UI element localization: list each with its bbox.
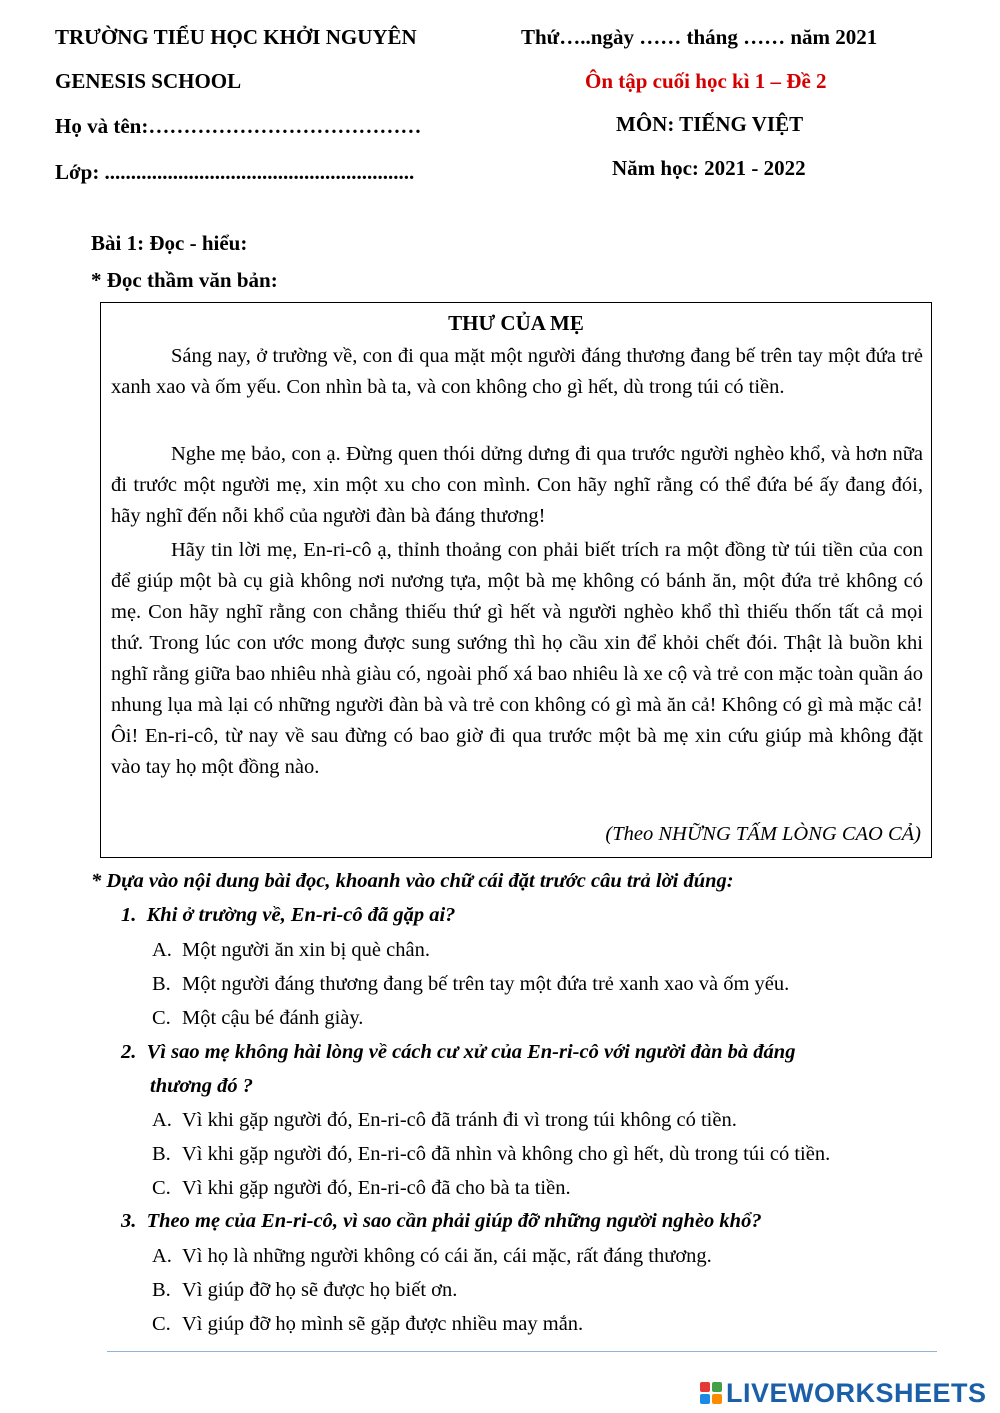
icon-square-orange <box>712 1394 722 1404</box>
question-1-option-a[interactable] <box>152 939 430 962</box>
passage-box <box>100 302 932 858</box>
question-number: 1. <box>121 904 137 926</box>
date-line: Thứ…..ngày …… tháng …… năm 2021 <box>521 25 878 49</box>
option-text: Vì khi gặp người đó, En-ri-cô đã nhìn và không cho gì hết, dù trong túi có tiền. <box>182 1143 831 1165</box>
question-1-option-b[interactable] <box>152 973 789 996</box>
instruction: * Dựa vào nội dung bài đọc, khoanh vào chữ cái đặt trước câu trả lời đúng: <box>91 870 734 892</box>
question-3 <box>121 1210 762 1233</box>
question-1-option-c[interactable] <box>152 1007 363 1030</box>
question-2 <box>121 1041 795 1064</box>
school-name: TRƯỜNG TIỂU HỌC KHỞI NGUYÊN <box>55 25 417 49</box>
review-title: Ôn tập cuối học kì 1 – Đề 2 <box>585 69 827 93</box>
passage-paragraph-1: Sáng nay, ở trường về, con đi qua mặt một người đáng thương đang bế trên tay một đứa trẻ xanh xao và ốm yếu. Con nhìn bà ta, và con không cho gì hết, dù trong túi có tiền. <box>111 345 923 398</box>
option-text: Vì giúp đỡ họ sẽ được họ biết ơn. <box>182 1279 458 1301</box>
option-letter: A. <box>152 1245 172 1267</box>
footer-divider <box>107 1351 937 1352</box>
question-text: Khi ở trường về, En-ri-cô đã gặp ai? <box>146 904 456 926</box>
school-name-english: GENESIS SCHOOL <box>55 69 242 93</box>
school-year: Năm học: 2021 - 2022 <box>612 156 806 180</box>
section-subtitle: * Đọc thầm văn bản: <box>91 268 278 292</box>
option-text: Một người đáng thương đang bế trên tay một đứa trẻ xanh xao và ốm yếu. <box>182 973 790 995</box>
passage-source: (Theo NHỮNG TẤM LÒNG CAO CẢ) <box>605 823 921 845</box>
liveworksheets-grid-icon <box>700 1382 722 1404</box>
question-number: 2. <box>121 1041 137 1063</box>
section-title: Bài 1: Đọc - hiểu: <box>91 231 248 255</box>
passage-title: THƯ CỦA MẸ <box>448 311 584 335</box>
icon-square-green <box>712 1382 722 1392</box>
option-text: Một người ăn xin bị què chân. <box>182 939 430 961</box>
question-text-line-1: Vì sao mẹ không hài lòng về cách cư xử của En-ri-cô với người đàn bà đáng <box>146 1041 796 1063</box>
logo-text: LIVEWORKSHEETS <box>726 1377 987 1408</box>
subject-title: MÔN: TIẾNG VIỆT <box>616 112 804 136</box>
question-1 <box>121 904 455 927</box>
option-letter: C. <box>152 1177 171 1199</box>
option-letter: A. <box>152 1109 172 1131</box>
student-name-line: Họ và tên:………………………………… <box>55 114 422 138</box>
option-text: Vì khi gặp người đó, En-ri-cô đã tránh đi vì trong túi không có tiền. <box>182 1109 737 1131</box>
option-letter: B. <box>152 1279 171 1301</box>
option-text: Vì họ là những người không có cái ăn, cái mặc, rất đáng thương. <box>182 1245 712 1267</box>
icon-square-red <box>700 1382 710 1392</box>
option-letter: B. <box>152 973 171 995</box>
question-3-option-a[interactable] <box>152 1245 712 1268</box>
option-text: Vì giúp đỡ họ mình sẽ gặp được nhiều may mắn. <box>182 1313 584 1335</box>
question-3-option-c[interactable] <box>152 1313 583 1336</box>
question-2-option-c[interactable] <box>152 1177 571 1200</box>
class-line: Lớp: ........................................................... <box>55 160 415 184</box>
option-text: Vì khi gặp người đó, En-ri-cô đã cho bà ta tiền. <box>182 1177 571 1199</box>
liveworksheets-logo[interactable] <box>700 1378 987 1408</box>
question-2-option-a[interactable] <box>152 1109 737 1132</box>
option-letter: C. <box>152 1313 171 1335</box>
icon-square-blue <box>700 1394 710 1404</box>
question-number: 3. <box>121 1210 137 1232</box>
question-2-option-b[interactable] <box>152 1143 830 1166</box>
option-letter: A. <box>152 939 172 961</box>
question-3-option-b[interactable] <box>152 1279 457 1302</box>
option-letter: C. <box>152 1007 171 1029</box>
option-letter: B. <box>152 1143 171 1165</box>
passage-paragraph-2: Nghe mẹ bảo, con ạ. Đừng quen thói dửng dưng đi qua trước người nghèo khổ, và hơn nữa đi trước một người mẹ, xin một xu cho con mình. Con hãy nghĩ rằng có thể đứa bé ấy đang đói, hãy nghĩ đến nỗi khổ của người đàn bà đáng thương! <box>111 443 923 527</box>
option-text: Một cậu bé đánh giày. <box>182 1007 364 1029</box>
question-text-line-2: thương đó ? <box>150 1075 254 1097</box>
question-text: Theo mẹ của En-ri-cô, vì sao cần phải giúp đỡ những người nghèo khổ? <box>146 1210 762 1232</box>
passage-paragraph-3: Hãy tin lời mẹ, En-ri-cô ạ, thỉnh thoảng con phải biết trích ra một đồng từ túi tiền của con để giúp một bà cụ già không nơi nương tựa, một bà mẹ không có bánh ăn, một đứa trẻ không có mẹ. Con hãy nghĩ rằng con chẳng thiếu thứ gì hết và người nghèo khổ thì thiếu thốn tất cả mọi thứ. Trong lúc con ước mong được sung sướng thì họ cầu xin để khỏi chết đói. Thật là buồn khi nghĩ rằng giữa bao nhiêu nhà giàu có, ngoài phố xá bao nhiêu là xe cộ và trẻ con mặc toàn quần áo nhung lụa mà lại có những người đàn bà và trẻ con không có gì mà ăn cả! Không có gì mà mặc cả! Ôi! En-ri-cô, từ nay về sau đừng có bao giờ đi qua trước một bà mẹ xin cứu giúp mà không đặt vào tay họ một đồng nào. <box>111 539 923 778</box>
